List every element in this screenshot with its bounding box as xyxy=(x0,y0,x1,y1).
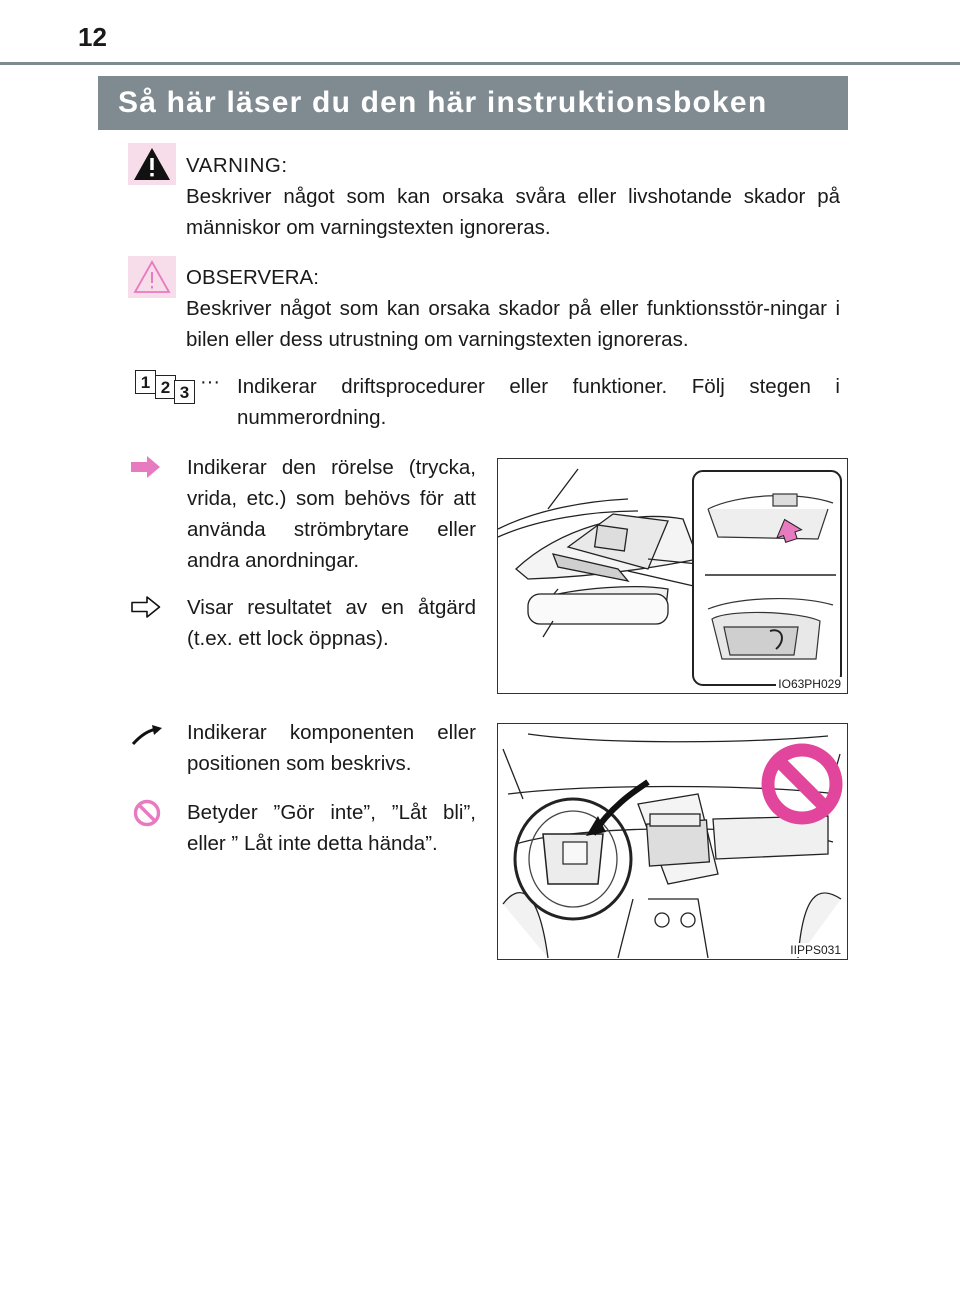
warning-text: Beskriver något som kan orsaka svåra eller livshotande skador på människor om varningstexten ignoreras. xyxy=(186,185,840,239)
steps-dots: ··· xyxy=(200,371,220,393)
section-header: Så här läser du den här instruktionsboken xyxy=(98,76,848,130)
figure-dashboard xyxy=(497,723,848,960)
notice-block xyxy=(186,262,840,355)
figure1-code: IO63PH029 xyxy=(778,677,841,691)
warning-icon-box xyxy=(128,143,176,185)
result-text: Visar resultatet av en åtgärd (t.ex. ett lock öppnas). xyxy=(187,596,476,650)
result-arrow-icon xyxy=(130,594,162,620)
caution-triangle-icon xyxy=(128,256,176,298)
overhead-console-illustration xyxy=(498,459,846,692)
notice-text: Beskriver något som kan orsaka skador på eller funktionsstör-ningar i bilen eller dess utrustning om varningstexten ignoreras. xyxy=(186,297,840,351)
prohibit-icon xyxy=(133,799,161,827)
figure-overhead-console xyxy=(497,458,848,694)
dashboard-illustration xyxy=(498,724,846,958)
steps-text: Indikerar driftsprocedurer eller funktioner. Följ stegen i nummerordning. xyxy=(237,375,840,429)
warning-block xyxy=(186,150,840,243)
top-rule xyxy=(0,62,960,65)
steps-icon xyxy=(129,370,201,404)
warning-label: VARNING: xyxy=(186,154,288,177)
notice-label: OBSERVERA: xyxy=(186,266,319,289)
notice-icon-box xyxy=(128,256,176,298)
motion-arrow-icon xyxy=(130,454,162,480)
figure2-code: IIPPS031 xyxy=(790,943,841,957)
motion-text: Indikerar den rörelse (trycka, vrida, etc.) som behövs för att använda strömbrytare eller andra anordningar. xyxy=(187,456,476,572)
step-number-3: 3 xyxy=(174,380,195,404)
step-number-2: 2 xyxy=(155,375,176,399)
prohibit-text: Betyder ”Gör inte”, ”Låt bli”, eller ” Låt inte detta hända”. xyxy=(187,801,476,855)
page-number: 12 xyxy=(78,22,107,52)
warning-triangle-icon xyxy=(128,143,176,185)
component-text: Indikerar komponenten eller positionen som beskrivs. xyxy=(187,721,476,775)
component-pointer-icon xyxy=(130,724,164,746)
step-number-1: 1 xyxy=(135,370,156,394)
